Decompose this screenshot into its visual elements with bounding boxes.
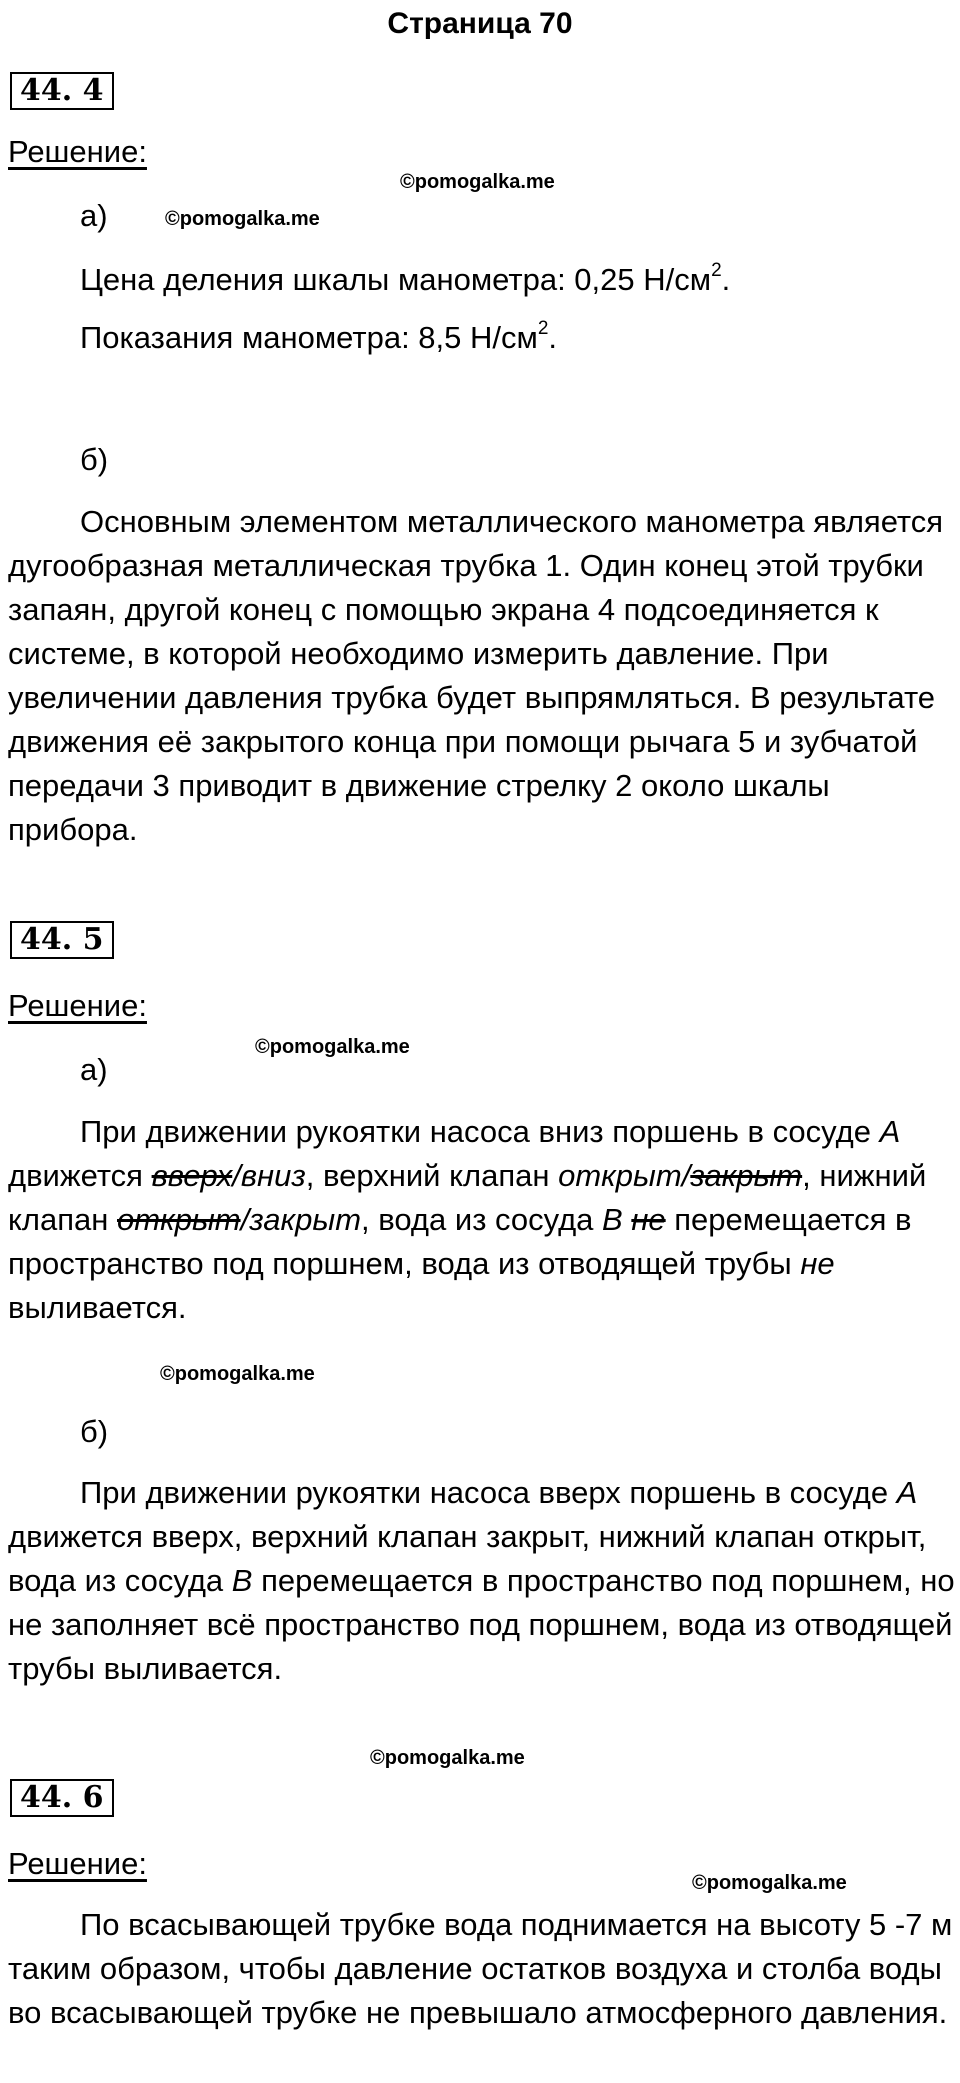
watermark: ©pomogalka.me xyxy=(255,1036,410,1058)
watermark: ©pomogalka.me xyxy=(692,1872,847,1894)
watermark: ©pomogalka.me xyxy=(160,1363,315,1385)
solution-label: Решение: xyxy=(8,1846,147,1881)
problem-number-44-5: 44. 5 xyxy=(10,921,114,959)
problem-number-44-4: 44. 4 xyxy=(10,72,114,110)
part-b-label: б) xyxy=(80,1414,109,1449)
watermark: ©pomogalka.me xyxy=(400,171,555,193)
part-b-text: При движении рукоятки насоса вверх поршень в сосуде A движется вверх, верхний клапан закрыт, нижний клапан открыт, вода из сосуда B перемещается в пространство под поршнем, но не заполняет всё пространство под поршнем, вода из отводящей трубы выливается. xyxy=(8,1475,955,1686)
solution-label: Решение: xyxy=(8,134,147,169)
part-b-text: Основным элементом металлического манометра является дугообразная металлическая трубка 1. Один конец этой трубки запаян, другой конец с помощью экрана 4 подсоединяется к системе, в которой необходимо измерить давление. При увеличении давления трубка будет выпрямляться. В результате движения её закрытого конца при помощи рычага 5 и зубчатой передачи 3 приводит в движение стрелку 2 около шкалы прибора. xyxy=(8,504,944,847)
scale-division-line: Цена деления шкалы манометра: 0,25 $Н/см^2$. xyxy=(80,259,731,297)
part-b-label: б) xyxy=(80,442,109,477)
problem-number-44-6: 44. 6 xyxy=(10,1779,114,1817)
watermark: ©pomogalka.me xyxy=(165,208,320,230)
part-a-label: а) xyxy=(80,198,108,233)
part-a-label: а) xyxy=(80,1052,108,1087)
page-title: Страница 70 xyxy=(387,7,573,40)
solution-text: По всасывающей трубке вода поднимается на высоту 5 -7 м таким образом, чтобы давление остатков воздуха и столба воды во всасывающей трубке не превышало атмосферного давления. xyxy=(8,1907,953,2030)
gauge-reading-line: Показания манометра: 8,5 $Н/см^2$. xyxy=(80,317,558,355)
watermark: ©pomogalka.me xyxy=(370,1747,525,1769)
part-a-text: При движении рукоятки насоса вниз поршень в сосуде A движется вверх/вниз, верхний клапан открыт/закрыт, нижний клапан открыт/закрыт, вода из сосуда B не перемещается в пространство под поршнем, вода из отводящей трубы не выливается. xyxy=(8,1114,927,1325)
solution-label: Решение: xyxy=(8,988,147,1023)
